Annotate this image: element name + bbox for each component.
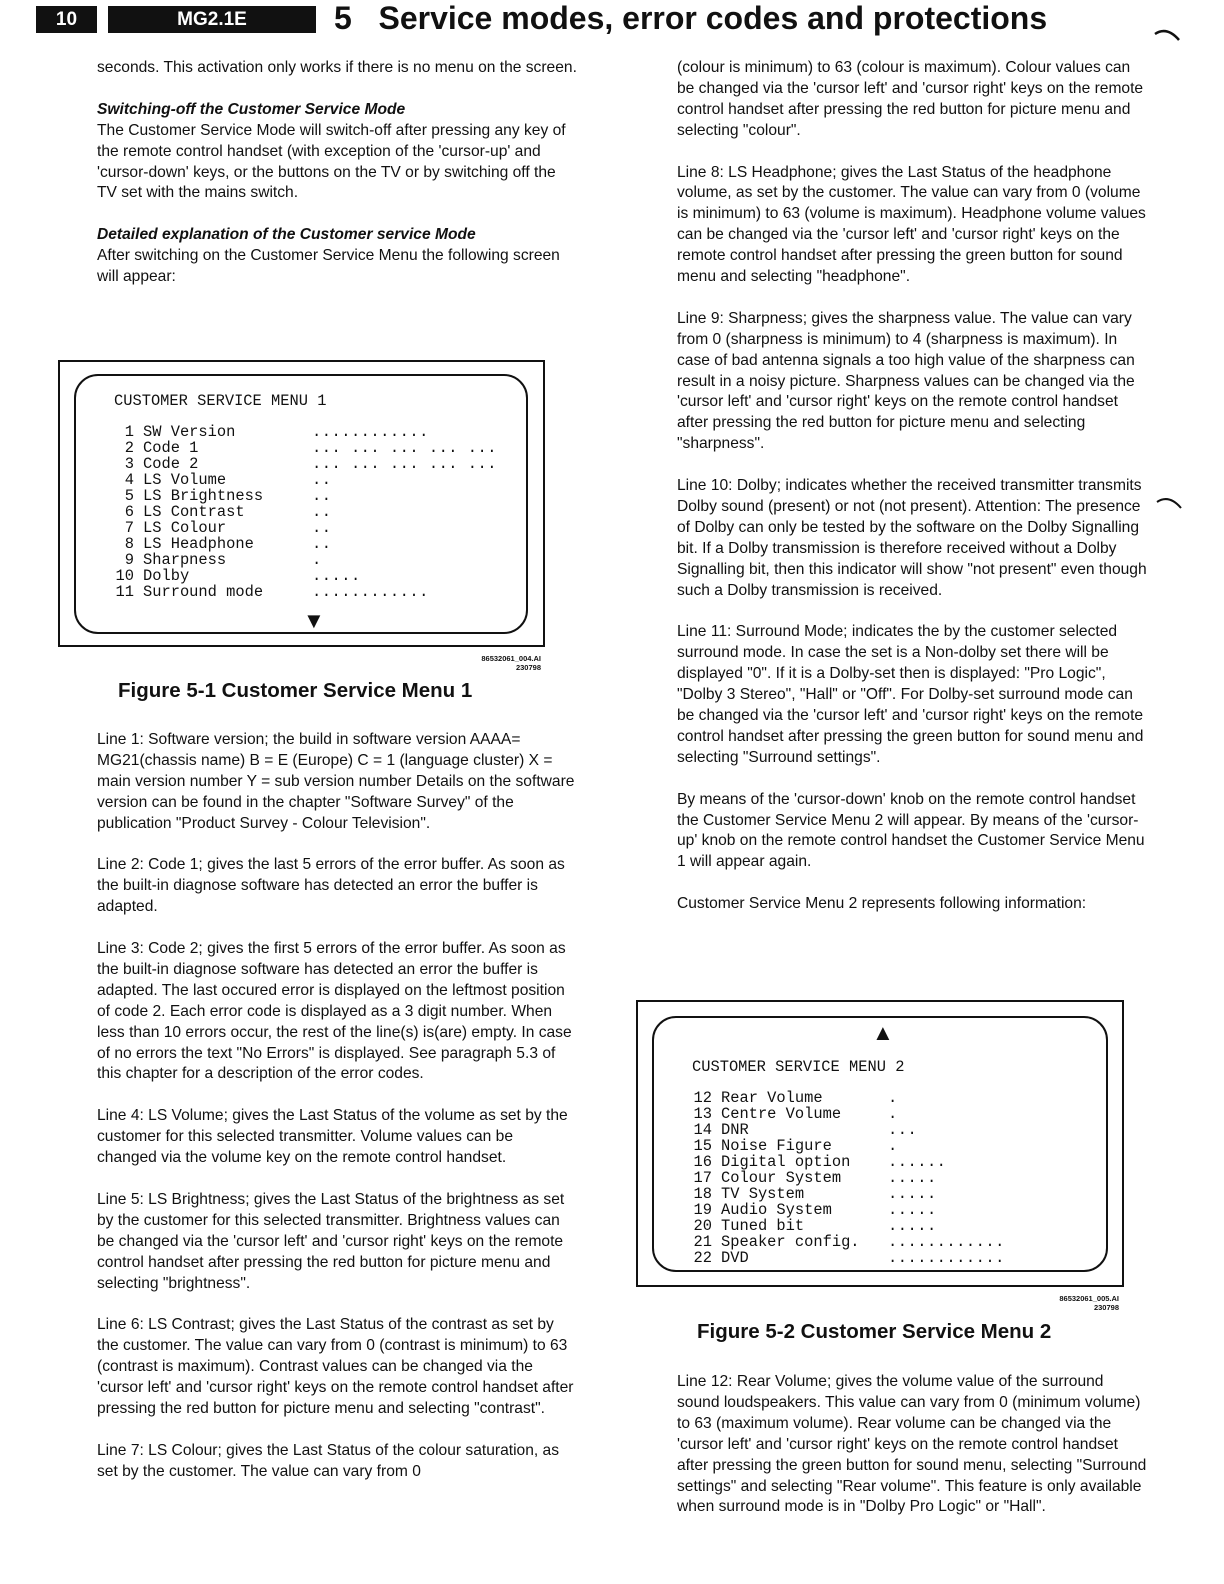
menu-rows: [692, 1089, 1005, 1267]
row-value: .....: [888, 1217, 937, 1235]
menu-row: [114, 439, 497, 457]
figure-5-2: [636, 1000, 1124, 1287]
figure-caption: Figure 5-2 Customer Service Menu 2: [697, 1320, 1052, 1343]
margin-mark-icon: [1155, 492, 1185, 512]
scroll-down-arrow-icon: ▼: [303, 608, 325, 633]
model-badge: MG2.1E: [108, 6, 316, 33]
row-value: ..: [312, 503, 332, 521]
row-value: .: [312, 551, 322, 569]
chapter-number: 5: [334, 0, 352, 36]
row-number: 9: [124, 551, 134, 569]
menu-row: [114, 535, 332, 553]
cursor-navigation-paragraph: By means of the 'cursor-down' knob on the remote control handset the Customer Service Menu 2 will appear. By means of the 'cursor-up' knob on the remote control handset the Customer Service Menu 1 will appear again.: [677, 790, 1145, 871]
line-6-description: Line 6: LS Contrast; gives the Last Status of the contrast as set by the customer. The value can vary from 0 (contrast is minimum) to 63 (contrast is maximum). Contrast values can be changed via the 'cursor left' and 'cursor right' keys on the remote control handset after pressing the red button for picture menu and selecting "contrast".: [97, 1316, 574, 1417]
row-number: 12: [693, 1089, 712, 1107]
right-column: [677, 58, 1147, 936]
row-number: 10: [115, 567, 134, 585]
row-value: ............: [312, 423, 429, 441]
service-menu-screen: [652, 1016, 1108, 1272]
paragraph: After switching on the Customer Service Menu the following screen will appear:: [97, 247, 560, 286]
row-label: Audio System: [721, 1201, 832, 1219]
menu-row: [114, 551, 322, 569]
screen-title: CUSTOMER SERVICE MENU 2: [692, 1058, 905, 1076]
row-number: 20: [693, 1217, 712, 1235]
section-detailed: [97, 225, 577, 288]
menu-row: [692, 1185, 937, 1203]
row-number: 2: [124, 439, 134, 457]
menu-row: [692, 1089, 898, 1107]
row-number: 5: [124, 487, 134, 505]
row-number: 1: [124, 423, 134, 441]
subheading: Switching-off the Customer Service Mode: [97, 100, 406, 118]
menu-row: [114, 423, 429, 441]
row-label: LS Brightness: [143, 487, 264, 505]
line-4-description: Line 4: LS Volume; gives the Last Status of the volume as set by the customer for this selected transmitter. Volume values can be changed via the volume key on the remote control handset.: [97, 1107, 568, 1167]
figure-file-id: [420, 654, 541, 672]
row-value: .: [888, 1137, 898, 1155]
row-value: .....: [888, 1169, 937, 1187]
row-number: 4: [124, 471, 134, 489]
row-number: 7: [124, 519, 134, 537]
row-value: ......: [888, 1153, 947, 1171]
menu-row: [692, 1201, 937, 1219]
menu-row: [692, 1121, 918, 1139]
menu-row: [114, 455, 497, 473]
scroll-up-arrow-icon: ▲: [872, 1020, 894, 1045]
menu-row: [692, 1137, 898, 1155]
row-label: Centre Volume: [721, 1105, 842, 1123]
row-value: ...: [888, 1121, 918, 1139]
row-value: .....: [312, 567, 361, 585]
row-number: 22: [693, 1249, 712, 1267]
menu-row: [114, 567, 361, 585]
menu-row: [114, 471, 332, 489]
row-label: LS Colour: [143, 519, 227, 537]
row-label: Rear Volume: [721, 1089, 823, 1107]
menu-row: [692, 1233, 1005, 1251]
menu-row: [692, 1153, 947, 1171]
row-value: ..: [312, 519, 332, 537]
row-label: DNR: [721, 1121, 749, 1139]
line-7-continued: (colour is minimum) to 63 (colour is maximum). Colour values can be changed via the 'cursor left' and 'cursor right' keys on the remote control handset after pressing the red button for picture menu and selecting "colour".: [677, 59, 1144, 139]
row-label: Tuned bit: [721, 1217, 805, 1235]
file-id: 86532061_005.AI: [1059, 1294, 1119, 1303]
row-number: 21: [693, 1233, 712, 1251]
row-label: Colour System: [721, 1169, 842, 1187]
figure-file-id: [998, 1294, 1119, 1312]
menu-row: [692, 1169, 937, 1187]
row-number: 15: [693, 1137, 712, 1155]
row-number: 11: [115, 583, 134, 601]
menu-rows: [114, 423, 497, 601]
section-switching: [97, 100, 577, 205]
row-number: 18: [693, 1185, 712, 1203]
date-code: 230798: [515, 663, 541, 672]
row-label: Sharpness: [143, 551, 227, 569]
row-value: ... ... ... ... ...: [312, 439, 497, 457]
date-code: 230798: [1093, 1303, 1119, 1312]
row-value: .....: [888, 1185, 937, 1203]
left-column: [97, 58, 577, 309]
row-label: LS Contrast: [143, 503, 245, 521]
row-label: Noise Figure: [721, 1137, 832, 1155]
row-label: Digital option: [721, 1153, 851, 1171]
row-label: TV System: [721, 1185, 805, 1203]
menu-2-intro: Customer Service Menu 2 represents following information:: [677, 895, 1087, 913]
left-column-lower: [97, 730, 577, 1483]
row-value: ............: [888, 1233, 1005, 1251]
row-value: ..: [312, 535, 332, 553]
menu-row: [692, 1249, 1005, 1267]
paragraph: seconds. This activation only works if there is no menu on the screen.: [97, 59, 577, 76]
figure-caption: Figure 5-1 Customer Service Menu 1: [118, 679, 473, 702]
row-number: 16: [693, 1153, 712, 1171]
margin-mark-icon: [1153, 24, 1183, 44]
row-value: ... ... ... ... ...: [312, 455, 497, 473]
line-10-description: Line 10: Dolby; indicates whether the received transmitter transmits Dolby sound (present) or not (not present). Attention: The presence of Dolby can only be tested by the software on the Dolby Signalling bit. If a Dolby transmission is therefore received without a Dolby Signalling bit, then this indicator will show "not present" even though such a Dolby transmission is received.: [677, 477, 1147, 599]
line-12-description: Line 12: Rear Volume; gives the volume value of the surround sound loudspeakers. This value can vary from 0 (minimum volume) to 63 (maximum volume). Rear volume can be changed via the 'cursor left' and 'cursor right' keys on the remote control handset after pressing the green button for sound menu, selecting "Surround settings" and selecting "Rear volume". This feature is only available when surround mode is in "Dolby Pro Logic" or "Hall".: [677, 1373, 1147, 1516]
line-11-description: Line 11: Surround Mode; indicates the by the customer selected surround mode. In case the set is a Non-dolby set there will be displayed "0". If it is a Dolby-set then is displayed: "Pro Logic", "Dolby 3 Stereo", "Hall" or "Off". For Dolby-set surround mode can be changed via the 'cursor left' and 'cursor right' keys on the remote control handset after pressing the green button for sound menu and selecting "Surround settings".: [677, 623, 1144, 766]
row-label: Speaker config.: [721, 1233, 860, 1251]
row-value: ..: [312, 471, 332, 489]
subheading: Detailed explanation of the Customer service Mode: [97, 226, 476, 244]
row-label: Surround mode: [143, 583, 264, 601]
menu-row: [114, 583, 429, 601]
row-label: Code 1: [143, 439, 199, 457]
menu-row: [114, 519, 332, 537]
row-number: 17: [693, 1169, 712, 1187]
chapter-heading: [334, 0, 1047, 37]
row-number: 3: [124, 455, 134, 473]
row-label: Dolby: [143, 567, 190, 585]
row-label: LS Headphone: [143, 535, 254, 553]
service-menu-screen: [74, 374, 528, 634]
file-id: 86532061_004.AI: [481, 654, 541, 663]
row-value: .....: [888, 1201, 937, 1219]
line-7-description: Line 7: LS Colour; gives the Last Status of the colour saturation, as set by the customer. The value can vary from 0: [97, 1441, 560, 1480]
figure-5-1: [58, 360, 545, 647]
row-label: DVD: [721, 1249, 749, 1267]
row-number: 8: [124, 535, 134, 553]
row-value: ............: [888, 1249, 1005, 1267]
menu-row: [692, 1217, 937, 1235]
paragraph: The Customer Service Mode will switch-off after pressing any key of the remote control handset (with exception of the 'cursor-up' and 'cursor-down' keys, or the buttons on the TV or by switching off the TV set with the mains switch.: [97, 121, 566, 202]
screen-title: CUSTOMER SERVICE MENU 1: [114, 392, 327, 410]
row-label: SW Version: [143, 423, 236, 441]
row-number: 19: [693, 1201, 712, 1219]
row-value: ............: [312, 583, 429, 601]
row-number: 14: [693, 1121, 712, 1139]
line-9-description: Line 9: Sharpness; gives the sharpness value. The value can vary from 0 (sharpness is minimum) to 4 (sharpness is maximum). In case of bad antenna signals a too high value of the sharpness can result in a noisy picture. Sharpness values can be changed via the 'cursor left' and 'cursor right' keys on the remote control handset after pressing the red button for picture menu and selecting "sharpness".: [677, 309, 1135, 453]
row-value: ..: [312, 487, 332, 505]
line-1-description: Line 1: Software version; the build in software version AAAA= MG21(chassis name) B = E (Europe) C = 1 (language cluster) X = main version number Y = sub version number Details on the software version can be found in the chapter "Software Survey" of the publication "Product Survey - Colour Television".: [97, 731, 575, 832]
line-3-description: Line 3: Code 2; gives the first 5 errors of the error buffer. As soon as the built-in diagnose software has detected an error the buffer is adapted. The last occured error is displayed on the leftmost position of code 2. Each error code is displayed as a 3 digit number. When less than 10 errors occur, the rest of the line(s) is(are) empty. In case of no errors the text "No Errors" is displayed. See paragraph 5.3 of this chapter for a description of the error codes.: [97, 940, 572, 1083]
menu-row: [114, 487, 332, 505]
row-number: 6: [124, 503, 134, 521]
right-column-lower: [677, 1372, 1147, 1518]
row-value: .: [888, 1089, 898, 1107]
row-number: 13: [693, 1105, 712, 1123]
row-value: .: [888, 1105, 898, 1123]
line-2-description: Line 2: Code 1; gives the last 5 errors of the error buffer. As soon as the built-in diagnose software has detected an error the buffer is adapted.: [97, 856, 565, 916]
row-label: Code 2: [143, 455, 199, 473]
line-5-description: Line 5: LS Brightness; gives the Last Status of the brightness as set by the customer for this selected transmitter. Brightness values can be changed via the 'cursor left' and 'cursor right' keys on the remote control handset after pressing the red button for picture menu and selecting "brightness".: [97, 1190, 565, 1292]
line-8-description: Line 8: LS Headphone; gives the Last Status of the headphone volume, as set by the customer. The value can vary from 0 (volume is minimum) to 63 (volume is maximum). Headphone volume values can be changed via the 'cursor left' and 'cursor right' keys on the remote control handset after pressing the green button for sound menu and selecting "headphone".: [677, 163, 1146, 286]
menu-row: [114, 503, 332, 521]
menu-row: [692, 1105, 898, 1123]
row-label: LS Volume: [143, 471, 227, 489]
page-number: 10: [36, 6, 97, 33]
chapter-title: Service modes, error codes and protections: [378, 0, 1048, 36]
